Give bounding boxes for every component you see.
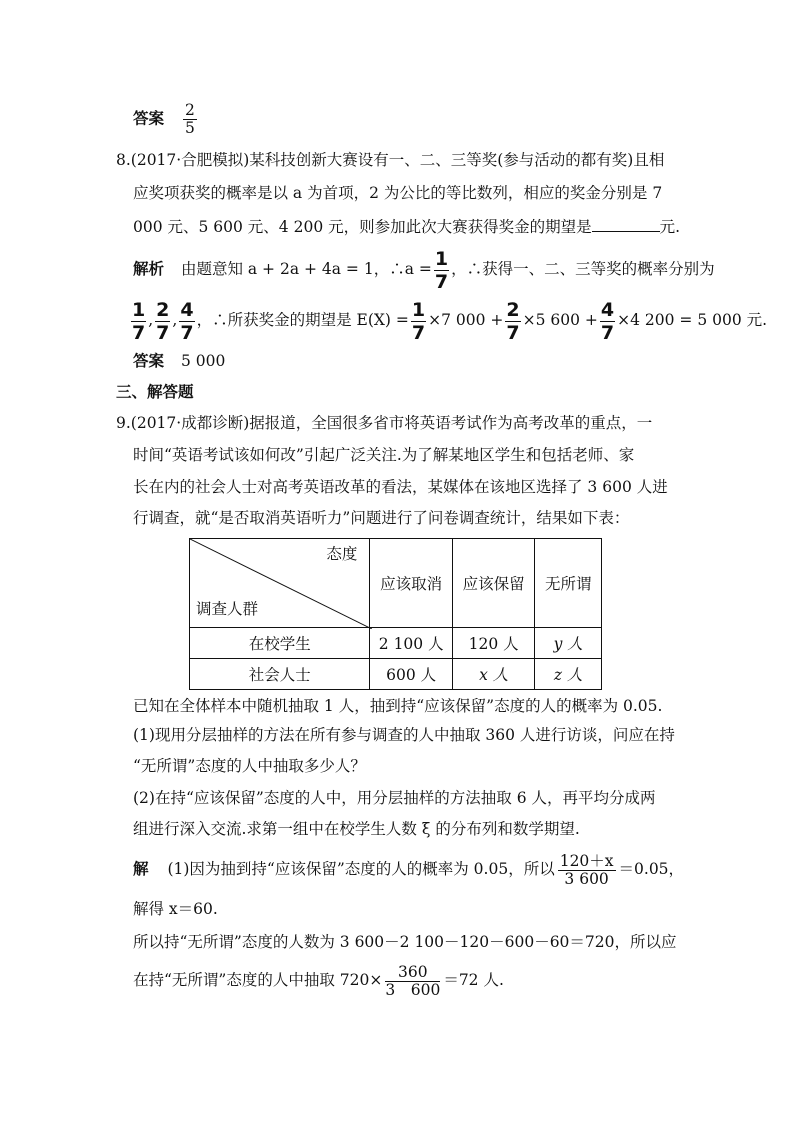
q9-solution-fraction-1 bbox=[558, 853, 616, 888]
q9-line-4: 行调查，就“是否取消英语听力”问题进行了问卷调查统计，结果如下表： bbox=[133, 509, 630, 527]
q8-analysis-text-b: ，∴获得一、二、三等奖的概率分别为 bbox=[451, 260, 715, 278]
q9-solution-line-3: 所以持“无所谓”态度的人数为 3 600－2 100－120－600－60＝720，所以应 bbox=[133, 933, 677, 951]
q9-solution-text-d: ＝72 人. bbox=[443, 971, 504, 989]
q9-line-3: 长在内的社会人士对高考英语改革的看法，某媒体在该地区选择了 3 600 人进 bbox=[133, 478, 668, 496]
survey-header-row bbox=[190, 539, 602, 628]
q9-solution-line-2: 解得 x＝60. bbox=[133, 900, 218, 918]
cell-students-keep: 120 人 bbox=[452, 628, 535, 659]
q8-analysis-label: 解析 bbox=[133, 260, 165, 278]
q8-p1-fraction bbox=[131, 299, 146, 344]
q8-a-numerator: 1 bbox=[434, 247, 449, 270]
q9-solution-fraction-2 bbox=[385, 964, 440, 999]
cell-students-cancel: 2 100 人 bbox=[370, 628, 453, 659]
q8-answer-value: 5 000 bbox=[180, 352, 226, 370]
q8-e1-denominator: 7 bbox=[411, 321, 426, 344]
q8-e1-numerator: 1 bbox=[411, 298, 426, 321]
q8-answer-label: 答案 bbox=[133, 352, 165, 370]
q9-solution-line-1 bbox=[133, 851, 684, 888]
q7-answer-fraction bbox=[183, 102, 197, 137]
corner-bottom-label: 调查人群 bbox=[196, 600, 259, 618]
q8-e1-fraction bbox=[411, 299, 426, 344]
q8-e3-denominator: 7 bbox=[600, 321, 615, 344]
q8-expectation-text-c: ×5 600 + bbox=[522, 311, 598, 329]
header-cancel: 应该取消 bbox=[370, 539, 453, 628]
q9-part1-line-1: (1)现用分层抽样的方法在所有参与调查的人中抽取 360 人进行访谈，问应在持 bbox=[133, 726, 675, 744]
q8-line-1: 8.(2017·合肥模拟)某科技创新大赛设有一、二、三等奖(参与活动的都有奖)且相 bbox=[116, 151, 665, 169]
q8-p2-numerator: 2 bbox=[156, 298, 170, 321]
q8-e2-denominator: 7 bbox=[506, 321, 520, 344]
q9-solution-text-c: 在持“无所谓”态度的人中抽取 720× bbox=[133, 971, 383, 989]
q8-p1-numerator: 1 bbox=[132, 298, 146, 321]
q9-solution-line-4 bbox=[133, 962, 504, 999]
row-label-public: 社会人士 bbox=[190, 659, 370, 690]
q8-line-3-text: 000 元、5 600 元、4 200 元，则参加此次大赛获得奖金的期望是 bbox=[133, 218, 592, 236]
q8-answer bbox=[133, 351, 225, 371]
q9-part2-line-1: (2)在持“应该保留”态度的人中，用分层抽样的方法抽取 6 人，再平均分成两 bbox=[133, 789, 656, 807]
q8-p3-denominator: 7 bbox=[180, 321, 194, 344]
q9-solution-numerator-2: 360 bbox=[385, 964, 440, 982]
q9-line-1: 9.(2017·成都诊断)据报道，全国很多省市将英语考试作为高考改革的重点，一 bbox=[116, 414, 653, 432]
q7-answer bbox=[133, 102, 200, 137]
cell-public-keep: x 人 bbox=[452, 659, 535, 690]
survey-table bbox=[189, 538, 602, 690]
q9-solution-text-b: ＝0.05， bbox=[618, 860, 685, 878]
q9-part1-line-2: “无所谓”态度的人中抽取多少人？ bbox=[133, 757, 366, 775]
q8-e2-fraction bbox=[505, 299, 520, 344]
q7-answer-label: 答案 bbox=[133, 109, 165, 128]
q9-given: 已知在全体样本中随机抽取 1 人，抽到持“应该保留”态度的人的概率为 0.05. bbox=[133, 697, 663, 715]
q8-analysis-text-a: 由题意知 a + 2a + 4a = 1，∴a = bbox=[180, 260, 432, 278]
q8-a-denominator: 7 bbox=[434, 270, 449, 293]
q8-e2-numerator: 2 bbox=[506, 298, 520, 321]
q8-p2-fraction bbox=[155, 299, 170, 344]
cell-public-indifferent: z 人 bbox=[535, 659, 602, 690]
row-label-students: 在校学生 bbox=[190, 628, 370, 659]
q9-solution-denominator-2: 3 600 bbox=[385, 980, 441, 999]
section-title: 三、解答题 bbox=[116, 383, 194, 401]
q8-expectation-text-a: ，∴所获奖金的期望是 E(X) = bbox=[196, 311, 409, 329]
q9-solution-numerator-1: 120＋x bbox=[559, 851, 614, 870]
q8-analysis-line-1 bbox=[133, 247, 715, 293]
q8-p2-denominator: 7 bbox=[156, 321, 170, 344]
q9-solution-label: 解 bbox=[133, 860, 149, 878]
q8-analysis-line-2: $\frac{1}{7}$ , $\frac{2}{7}$ , $\frac{4}{7}$ ，∴所获奖金的期望是 E(X) = $\frac{1}{7}$ ×7 000 + $\frac{2}{7}$ ×5 600 + $\frac{4}{7}$ ×4 200 = 5 000 元. bbox=[132, 298, 768, 344]
q8-line-3-unit: 元. bbox=[659, 218, 681, 236]
q8-p1-denominator: 7 bbox=[132, 321, 146, 344]
table-row bbox=[190, 659, 602, 690]
q9-solution-text-a: (1)因为抽到持“应该保留”态度的人的概率为 0.05，所以 bbox=[167, 860, 555, 878]
q8-e3-numerator: 4 bbox=[600, 298, 615, 321]
q8-p3-numerator: 4 bbox=[180, 298, 194, 321]
q8-e3-fraction bbox=[600, 299, 615, 344]
q8-expectation-text-b: ×7 000 + bbox=[428, 311, 504, 329]
q8-answer-blank bbox=[592, 215, 660, 232]
q8-line-3 bbox=[133, 215, 680, 237]
header-keep: 应该保留 bbox=[452, 539, 535, 628]
q8-a-fraction bbox=[434, 248, 449, 293]
q9-solution-denominator-1: 3 600 bbox=[564, 869, 609, 888]
q7-answer-numerator: 2 bbox=[184, 101, 195, 119]
cell-public-cancel: 600 人 bbox=[370, 659, 453, 690]
table-row bbox=[190, 628, 602, 659]
q8-expectation-text-d: ×4 200 = 5 000 元. bbox=[617, 311, 768, 329]
q8-line-2: 应奖项获奖的概率是以 a 为首项，2 为公比的等比数列，相应的奖金分别是 7 bbox=[133, 184, 663, 202]
q8-p3-fraction bbox=[179, 299, 194, 344]
q7-answer-denominator: 5 bbox=[184, 119, 195, 137]
header-indifferent: 无所谓 bbox=[535, 539, 602, 628]
cell-students-indifferent: y 人 bbox=[535, 628, 602, 659]
corner-top-label: 态度 bbox=[326, 545, 358, 563]
q9-part2-line-2: 组进行深入交流.求第一组中在校学生人数 ξ 的分布列和数学期望. bbox=[133, 820, 580, 838]
survey-corner-cell bbox=[190, 539, 370, 628]
q9-line-2: 时间“英语考试该如何改”引起广泛关注.为了解某地区学生和包括老师、家 bbox=[133, 446, 635, 464]
